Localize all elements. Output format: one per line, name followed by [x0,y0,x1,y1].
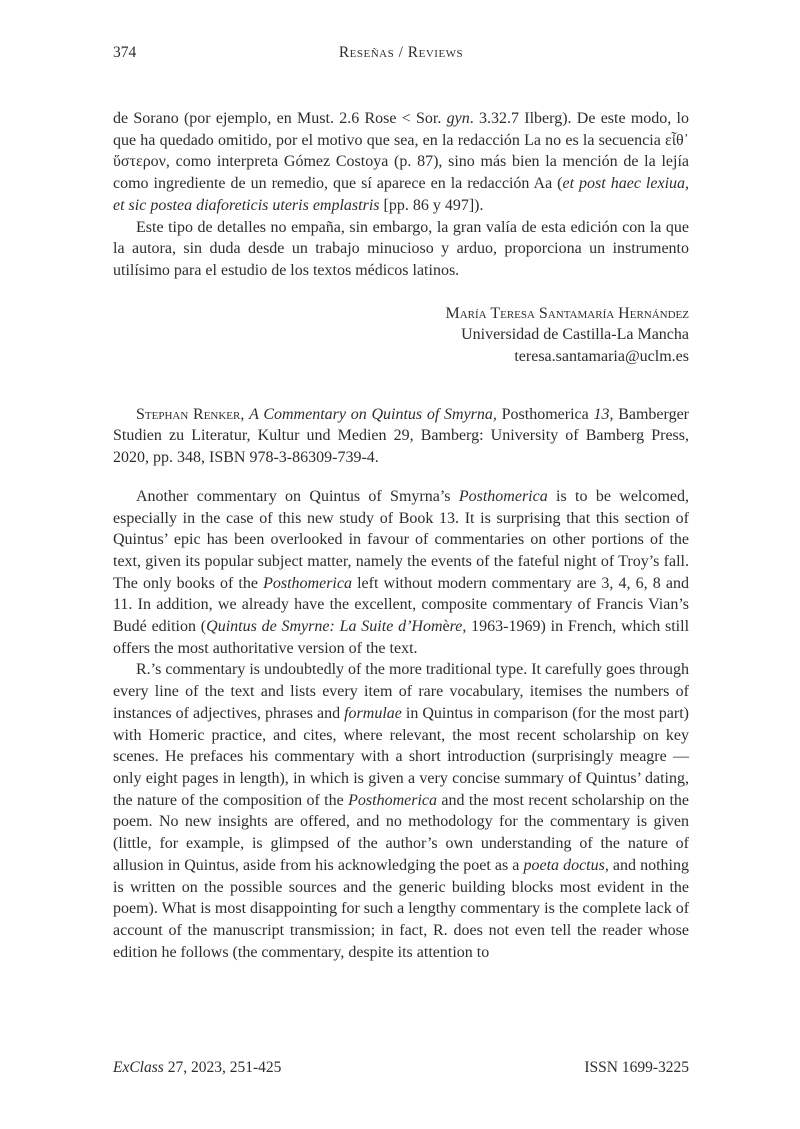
signature-block [113,303,689,368]
paragraph-review1-continuation: de Sorano (por ejemplo, en Must. 2.6 Rose < Sor. gyn. 3.32.7 Ilberg). De este modo, lo que ha quedado omitido, por el motivo que sea, en la redacción La no es la secuencia εἶθ᾽ ὕστερον, como interpreta Gómez Costoya (p. 87), sino más bien la mención de la lejía como ingrediente de un remedio, que sí aparece en la redacción Aa (et post haec lexiua, et sic postea diaforeticis uteris emplastris [pp. 86 y 497]). [113,110,690,214]
paragraph-review1-closing: Este tipo de detalles no empaña, sin embargo, la gran valía de esta edición con la que la autora, sin duda desde un trabajo minucioso y arduo, proporciona un instrumento utilísimo para el estudio de los textos médicos latinos. [113,218,689,279]
page-number: 374 [113,44,137,61]
journal-reference: ExClass 27, 2023, 251-425 [113,1059,282,1076]
review2-heading: Stephan Renker, A Commentary on Quintus of Smyrna, Posthomerica 13, Bamberger Studien zu Literatur, Kultur und Medien 29, Bamberg: University of Bamberg Press, 2020, pp. 348, ISBN 978-3-86309-739-4. [113,405,689,467]
page-body [113,108,689,963]
page-header [113,44,689,64]
paragraph-review2-1: Another commentary on Quintus of Smyrna’s Posthomerica is to be welcomed, especially in the case of this new study of Book 13. It is surprising that this section of Quintus’ epic has been overlooked in favour of commentaries on other portions of the text, given its popular subject matter, namely the events of the fateful night of Troy’s fall. The only books of the Posthomerica left without modern commentary are 3, 4, 6, 8 and 11. In addition, we already have the excellent, composite commentary of Francis Vian’s Budé edition (Quintus de Smyrne: La Suite d’Homère, 1963-1969) in French, which still offers the most authoritative version of the text. [113,487,690,657]
paragraph-review2-2: R.’s commentary is undoubtedly of the more traditional type. It carefully goes through every line of the text and lists every item of rare vocabulary, itemises the numbers of instances of adjectives, phrases and formulae in Quintus in comparison (for the most part) with Homeric practice, and cites, where relevant, the most recent scholarship on key scenes. He prefaces his commentary with a short introduction (surprisingly meagre — only eight pages in length), in which is given a very concise summary of Quintus’ dating, the nature of the composition of the Posthomerica and the most recent scholarship on the poem. No new insights are offered, and no methodology for the commentary is given (little, for example, is glimpsed of the author’s own understanding of the nature of allusion in Quintus, aside from his acknowledging the poet as a poeta doctus, and nothing is written on the possible sources and the generic building blocks most evident in the poem). What is most disappointing for such a lengthy commentary is the complete lack of account of the manuscript transmission; in fact, R. does not even tell the reader whose edition he follows (the commentary, despite its attention to [113,661,690,961]
reviewer-email: teresa.santamaria@uclm.es [514,348,689,366]
page-footer [113,1058,689,1077]
reviewer-name: María Teresa Santamaría Hernández [445,304,689,322]
running-title: Reseñas / Reviews [338,44,464,61]
reviewer-affiliation: Universidad de Castilla-La Mancha [461,326,689,344]
issn-number: ISSN 1699-3225 [584,1059,689,1076]
